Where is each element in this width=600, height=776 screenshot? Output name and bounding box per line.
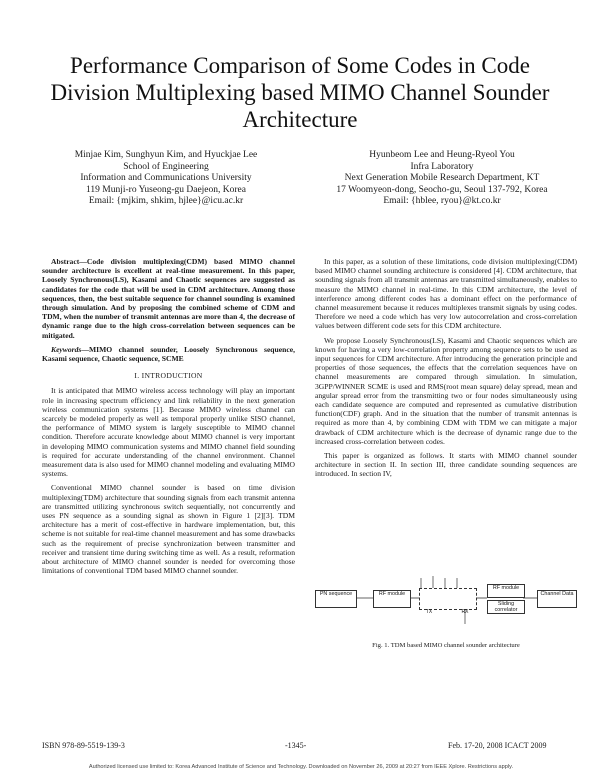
abstract: Abstract—Code division multiplexing(CDM) based MIMO channel sounder architecture is excellent at real-time measurement. In this paper, Loosely Synchronous(LS), Kasami and Chaotic sequences are suggested as candidates for the code that will be used in CDM architecture. Among those sequences, then, the best suitable sequence for channel sounding is examined through simulation. And by proposing the combined scheme of CDM and TDM, when the number of transmit antennas are more than 4, the decrease of dynamic range due to the high cross-correlation between sequences can be mitigated. [42, 257, 295, 340]
author-names: Minjae Kim, Sunghyun Kim, and Hyuckjae Lee [74, 150, 258, 160]
paper-title: Performance Comparison of Some Codes in Code Division Multiplexing based MIMO Channel Sounder Architecture [50, 53, 550, 132]
author-dept: School of Engineering [123, 161, 209, 172]
right-column [315, 257, 577, 484]
pn-sequence-box: PN sequence [315, 590, 357, 608]
author-block-left [36, 150, 296, 208]
right-paragraph-3: This paper is organized as follows. It starts with MIMO channel sounder architecture in section II. In section III, three candidate sounding sequences are introduced. In section IV, [315, 451, 577, 479]
right-paragraph-2: We propose Loosely Synchronous(LS), Kasami and Chaotic sequences which are known for having a very low-correlation property among sequence sets to be used as input sequences for CDM architecture. After introducing the generation principle and properties of those sequences, the effects that the correlation sequences have on channel measurements are compared through simulation. In simulation, 3GPP/WINNER SCME is used and RMS(root mean square) delay spread, mean and angular spread error from the transmitting two or four nodes simultaneously using each candidate sequence are computed and represented as cumulative distribution function(CDF) graph. And in the situation that the number of transmit antennas is required as more than 4, by combining CDM with TDM we can mitigate a major drawback of CDM architecture which is the decrease of dynamic range due to the increased cross-correlation between codes. [315, 335, 577, 446]
intro-paragraph-2: Conventional MIMO channel sounder is based on time division multiplexing(TDM) architecture that sounding signals from each transmit antenna are transmitted utilizing synchronous switch sequentially, not concurrently and uses PN sequence as a sounding signal as shown in Figure 1 [2][3]. TDM architecture has a merit of cost-effective in hardware implementation, but, this scheme is not suitable for real-time channel measurement and has some drawbacks such as the requirement of precise synchronization between transmitter and receiver and transient time during switching time as well. As a result, reformation about architecture of MIMO channel sounder is needed for overcoming those limitations of conventional TDM based MIMO channel sounder. [42, 483, 295, 576]
author-address: 119 Munji-ro Yuseong-gu Daejeon, Korea [86, 184, 246, 195]
footer-conference: Feb. 17-20, 2008 ICACT 2009 [448, 741, 547, 750]
tx-label: TX [425, 609, 433, 615]
author-names: Hyunbeom Lee and Heung-Ryeol You [369, 150, 515, 160]
author-block-right [304, 150, 580, 208]
author-org: Next Generation Mobile Research Department, KT [344, 173, 540, 184]
rx-label: RX [461, 609, 469, 615]
author-email: Email: {mjkim, shkim, hjlee}@icu.ac.kr [88, 196, 244, 207]
keywords-text: MIMO channel sounder, Loosely Synchronous sequence, Kasami sequence, Chaotic sequence, SCME [42, 344, 295, 364]
footer-page-number: -1345- [285, 741, 307, 750]
intro-paragraph-1: It is anticipated that MIMO wireless access technology will play an important role in increasing spectrum efficiency and link reliability in the next generation wireless communication systems [1]. Because MIMO wireless channel can scarcely be modeled properly as well as temporal properly unlike SISO channel, the performance of MIMO system is largely susceptible to MIMO channel condition. Therefore accurate knowledge about MIMO channel is very important in developing MIMO communication systems and MIMO channel field sounding is required for accurate understanding of the channel environment. Channel measurement data is also used for MIMO channel modeling and evaluating MIMO systems. [42, 386, 295, 479]
rf-module-rx-box: RF module [487, 584, 525, 598]
tx-rx-antenna-box [419, 588, 477, 610]
sliding-correlator-box: Sliding correlator [487, 600, 525, 614]
footer-isbn: ISBN 978-89-5519-139-3 [42, 741, 125, 750]
section-heading: I. INTRODUCTION [134, 371, 203, 381]
keywords [42, 345, 295, 363]
channel-data-box: Channel Data [537, 590, 577, 608]
license-notice: Authorized licensed use limited to: Korea Advanced Institute of Science and Technology. Downloaded on November 26, 2009 at 20:27 from IEEE Xplore. Restrictions apply. [88, 764, 514, 770]
rf-module-tx-box: RF module [373, 590, 411, 608]
figure-caption: Fig. 1. TDM based MIMO channel sounder architecture [372, 642, 520, 649]
author-email: Email: {hblee, ryou}@kt.co.kr [383, 196, 501, 207]
keywords-label: Keywords— [51, 344, 89, 354]
author-dept: Infra Laboratory [410, 161, 474, 172]
author-org: Information and Communications University [80, 173, 252, 184]
right-paragraph-1: In this paper, as a solution of these limitations, code division multiplexing(CDM) based MIMO channel sounding architecture is considered [4]. CDM architecture, that sounding signals from all transmit antennas are transmitted simultaneously, enables to measure the MIMO channel in real-time. In this CDM architecture, the level of interference among different codes has a dominant effect on the performance of channel measurement because it reduces multiplexes transmit signals by using codes. Therefore we need a code which has very low autocorrelation and cross-correlation values between different code sets for this CDM architecture. [315, 257, 577, 331]
author-address: 17 Woomyeon-dong, Seocho-gu, Seoul 137-792, Korea [336, 184, 548, 195]
figure-tdm-architecture [315, 568, 577, 634]
left-column [42, 257, 295, 581]
